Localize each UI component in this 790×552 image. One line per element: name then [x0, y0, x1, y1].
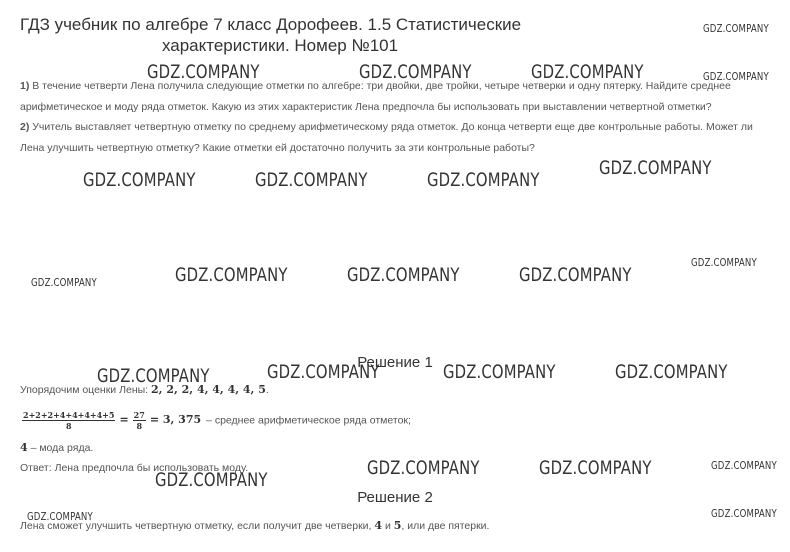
watermark: GDZ.COMPANY — [175, 264, 288, 286]
grade-four: 4 — [374, 519, 383, 532]
watermark: GDZ.COMPANY — [711, 459, 777, 472]
mean-description: – среднее арифметическое ряда отметок; — [203, 414, 411, 427]
solution-2-heading: Решение 2 — [357, 489, 433, 506]
watermark: GDZ.COMPANY — [703, 22, 769, 35]
mean-simplified-fraction — [133, 410, 146, 431]
watermark: GDZ.COMPANY — [255, 169, 368, 191]
solution-2-suffix: , или две пятерки. — [401, 520, 490, 532]
watermark: GDZ.COMPANY — [347, 264, 460, 286]
watermark: GDZ.COMPANY — [147, 61, 260, 83]
solution-2-and: и — [382, 520, 394, 532]
mean-fraction-denominator: 8 — [65, 421, 72, 431]
watermark: GDZ.COMPANY — [31, 276, 97, 289]
answer-line: Ответ: Лена предпочла бы использовать моду. — [20, 462, 249, 474]
solution-1-heading: Решение 1 — [357, 354, 433, 371]
watermark: GDZ.COMPANY — [615, 361, 728, 383]
watermark: GDZ.COMPANY — [83, 169, 196, 191]
page-title — [20, 14, 540, 56]
grade-five: 5 — [393, 519, 402, 532]
simplified-numerator: 27 — [133, 410, 145, 420]
simplified-denominator: 8 — [136, 421, 143, 431]
mode-line — [20, 441, 93, 454]
watermark: GDZ.COMPANY — [359, 61, 472, 83]
watermark: GDZ.COMPANY — [599, 157, 712, 179]
mean-formula-line — [20, 410, 411, 431]
mean-fraction-numerator: 2+2+2+4+4+4+4+5 — [23, 410, 115, 420]
watermark: GDZ.COMPANY — [519, 264, 632, 286]
watermark: GDZ.COMPANY — [267, 361, 380, 383]
mode-value: 4 — [20, 441, 28, 454]
mean-result: = 3, 375 — [149, 413, 202, 427]
question-2-text: Учитель выставляет четвертную отметку по среднему арифметическому ряда отметок. До конца четверти еще две контрольные работы. Может ли Лена улучшить четвертную отметку? Какие отметки ей достаточно получить за эти контрольные работы? — [20, 121, 753, 154]
watermark: GDZ.COMPANY — [711, 507, 777, 520]
watermark: GDZ.COMPANY — [691, 256, 757, 269]
question-1-number: 1) — [20, 80, 30, 92]
watermark: GDZ.COMPANY — [27, 510, 93, 523]
sorted-grades-prefix: Упорядочим оценки Лены: — [20, 384, 151, 396]
problem-statement — [20, 76, 780, 158]
question-2 — [20, 117, 780, 158]
watermark: GDZ.COMPANY — [531, 61, 644, 83]
mean-fraction — [22, 410, 115, 431]
sorted-grades-values: 2, 2, 2, 4, 4, 4, 4, 5 — [151, 383, 266, 396]
watermark: GDZ.COMPANY — [443, 361, 556, 383]
watermark: GDZ.COMPANY — [427, 169, 540, 191]
watermark: GDZ.COMPANY — [703, 70, 769, 83]
watermark: GDZ.COMPANY — [97, 365, 210, 387]
page-title-line1: ГДЗ учебник по алгебре 7 класс Дорофеев. 1.5 Статистические — [20, 15, 522, 34]
question-2-number: 2) — [20, 121, 30, 133]
mode-description: – мода ряда. — [27, 442, 94, 454]
question-1-text: В течение четверти Лена получила следующие отметки по алгебре: три двойки, две тройки, четыре четверки и одну пятерку. Найдите среднее арифметическое и моду ряда отметок. Какую из этих характеристик Лена предпочла бы использовать при выставлении четвертной отметки? — [20, 80, 731, 113]
equals-sign: = — [119, 413, 129, 427]
page-title-line2: характеристики. Номер №101 — [161, 36, 399, 55]
solution-2-prefix: Лена сможет улучшить четвертную отметку, если получит две четверки, — [20, 520, 375, 532]
watermark: GDZ.COMPANY — [539, 457, 652, 479]
watermark: GDZ.COMPANY — [367, 457, 480, 479]
watermark: GDZ.COMPANY — [155, 469, 268, 491]
sorted-grades-suffix: . — [265, 384, 269, 396]
